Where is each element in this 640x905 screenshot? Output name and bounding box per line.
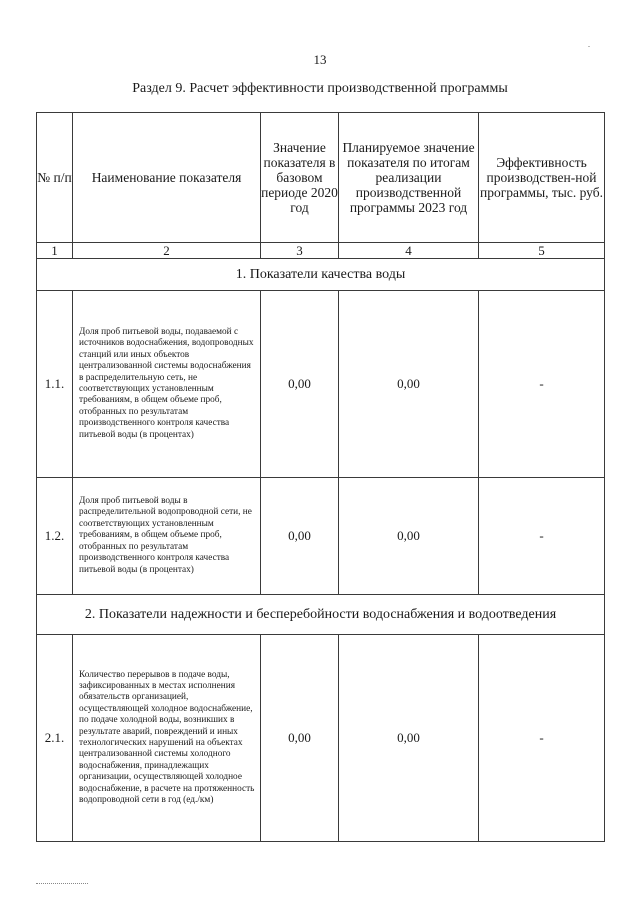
section-heading-row (37, 259, 605, 291)
table-row (37, 291, 605, 478)
row-base-value: 0,00 (261, 635, 339, 842)
scan-artifact (588, 46, 590, 47)
header-name: Наименование показателя (73, 113, 261, 243)
efficiency-table (36, 112, 605, 842)
header-base-value: Значение показателя в базовом периоде 2020 год (261, 113, 339, 243)
row-base-value: 0,00 (261, 478, 339, 595)
column-numbers-row (37, 243, 605, 259)
table-row (37, 478, 605, 595)
footer-divider (36, 883, 88, 884)
row-efficiency: - (479, 478, 605, 595)
row-description: Количество перерывов в подаче воды, зафиксированных в местах исполнения обязательств организацией, осуществляющей холодное водоснабжение, по подаче холодной воды, возникших в результате аварий, повреждений и иных технологических нарушений на объектах централизованной системы холодного водоснабжения, принадлежащих организации, осуществляющей холодное водоснабжение, в расчете на протяженность водопроводной сети в год (ед./км) (73, 635, 261, 842)
row-number: 1.1. (37, 291, 73, 478)
column-number: 1 (37, 243, 73, 259)
section-title: Раздел 9. Расчет эффективности производственной программы (132, 81, 508, 96)
row-description: Доля проб питьевой воды в распределительной водопроводной сети, не соответствующих установленным требованиям, в общем объеме проб, отобранных по результатам производственного контроля качества питьевой воды (в процентах) (73, 478, 261, 595)
section-heading-row (37, 595, 605, 635)
section-heading-water-quality: 1. Показатели качества воды (37, 259, 605, 291)
table-header-row (37, 113, 605, 243)
row-efficiency: - (479, 291, 605, 478)
header-num: № п/п (37, 113, 73, 243)
table-row (37, 635, 605, 842)
header-efficiency: Эффективность производствен-ной программы, тыс. руб. (479, 113, 605, 243)
column-number: 2 (73, 243, 261, 259)
page-number: 13 (313, 52, 327, 67)
column-number: 5 (479, 243, 605, 259)
row-base-value: 0,00 (261, 291, 339, 478)
row-planned-value: 0,00 (339, 635, 479, 842)
row-number: 1.2. (37, 478, 73, 595)
row-number: 2.1. (37, 635, 73, 842)
section-heading-reliability: 2. Показатели надежности и бесперебойности водоснабжения и водоотведения (37, 595, 605, 635)
row-planned-value: 0,00 (339, 291, 479, 478)
header-planned-value: Планируемое значение показателя по итогам реализации производственной программы 2023 год (339, 113, 479, 243)
row-description: Доля проб питьевой воды, подаваемой с источников водоснабжения, водопроводных станций или иных объектов централизованной системы водоснабжения в распределительную сеть, не соответствующих установленным требованиям, в общем объеме проб, отобранных по результатам производственного контроля качества питьевой воды (в процентах) (73, 291, 261, 478)
column-number: 4 (339, 243, 479, 259)
row-planned-value: 0,00 (339, 478, 479, 595)
row-efficiency: - (479, 635, 605, 842)
column-number: 3 (261, 243, 339, 259)
